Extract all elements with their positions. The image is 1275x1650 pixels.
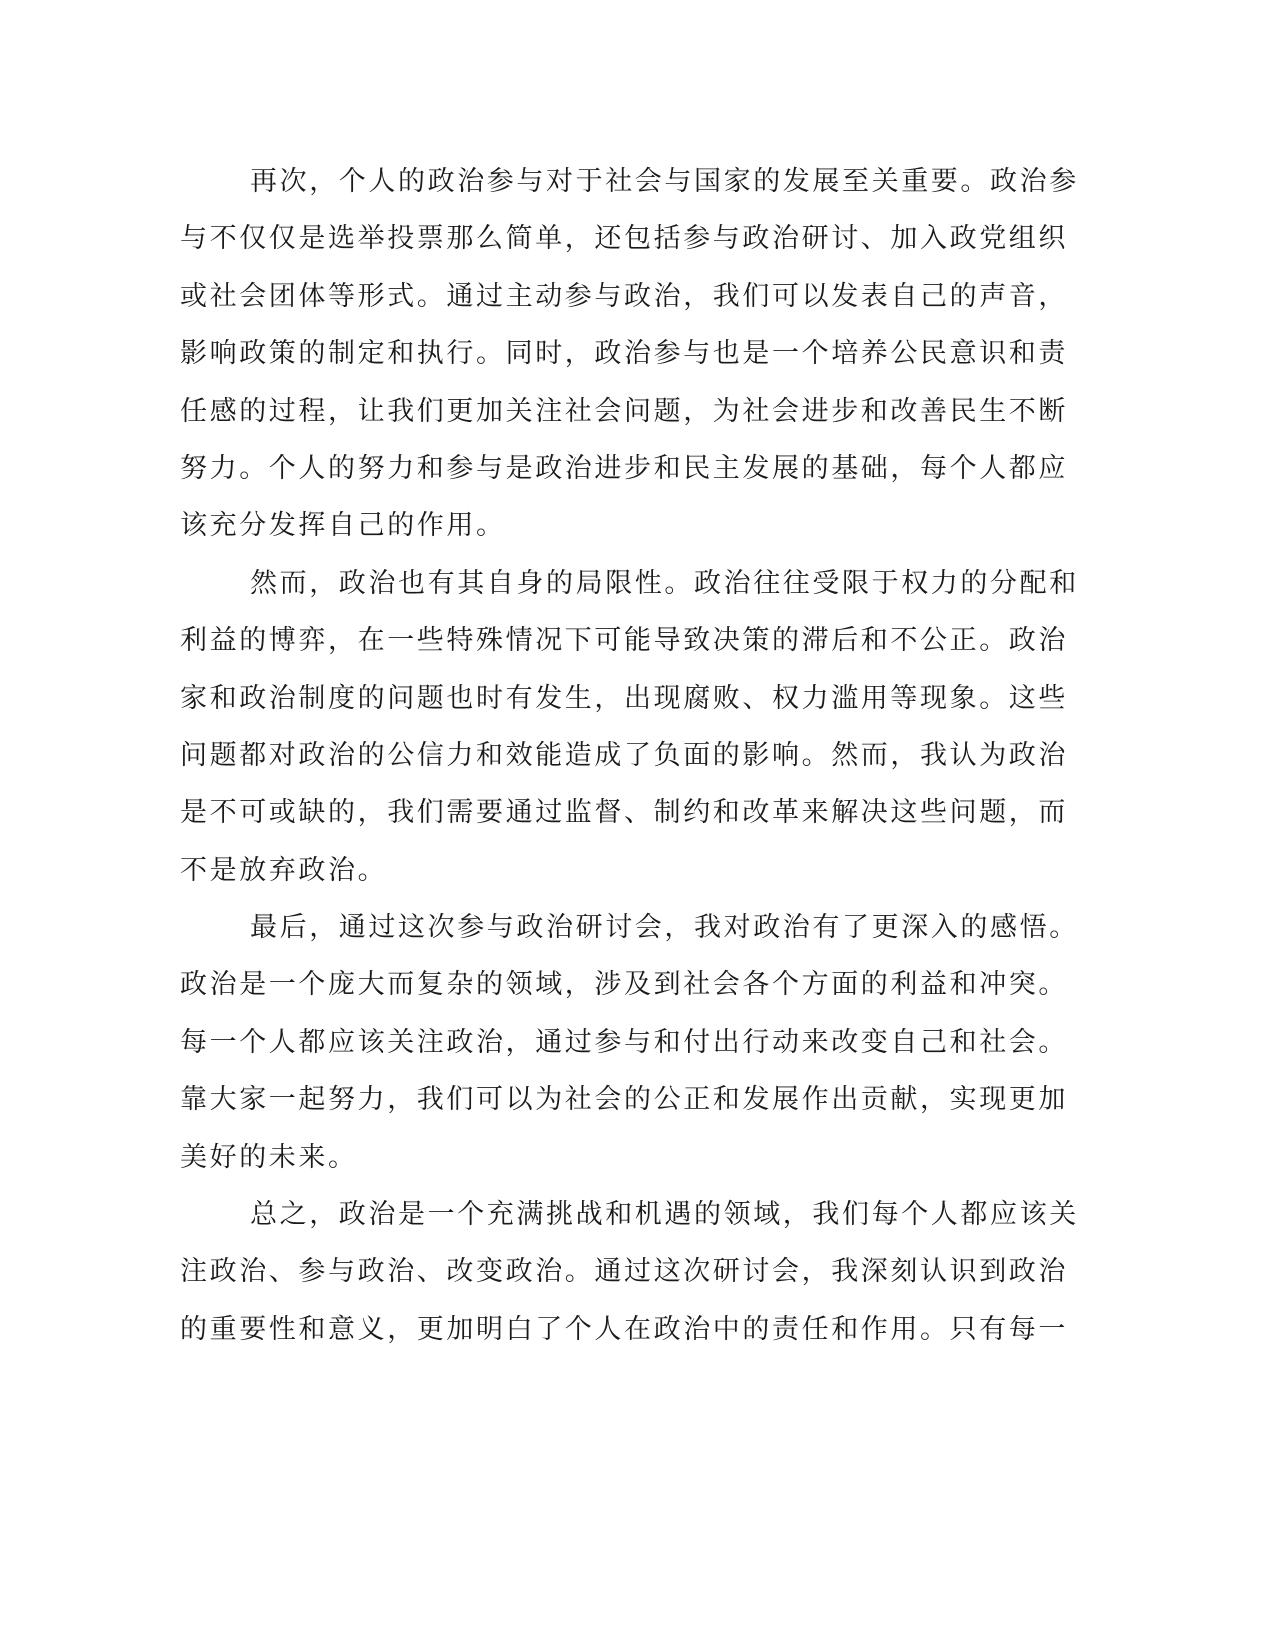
text-line: 美好的未来。 <box>180 1141 358 1173</box>
text-line: 每一个人都应该关注政治，通过参与和付出行动来改变自己和社会。 <box>180 1026 1068 1058</box>
text-line: 影响政策的制定和执行。同时，政治参与也是一个培养公民意识和责 <box>180 338 1068 370</box>
text-line: 的重要性和意义，更加明白了个人在政治中的责任和作用。只有每一 <box>180 1313 1068 1345</box>
document-body <box>180 153 1079 1358</box>
text-line: 总之，政治是一个充满挑战和机遇的领域，我们每个人都应该关 <box>250 1199 1079 1231</box>
text-line: 家和政治制度的问题也时有发生，出现腐败、权力滥用等现象。这些 <box>180 682 1068 714</box>
text-line: 与不仅仅是选举投票那么简单，还包括参与政治研讨、加入政党组织 <box>180 223 1068 255</box>
text-line: 或社会团体等形式。通过主动参与政治，我们可以发表自己的声音， <box>180 280 1068 312</box>
text-line: 政治是一个庞大而复杂的领域，涉及到社会各个方面的利益和冲突。 <box>180 969 1068 1001</box>
text-line: 最后，通过这次参与政治研讨会，我对政治有了更深入的感悟。 <box>250 912 1079 944</box>
text-line: 是不可或缺的，我们需要通过监督、制约和改革来解决这些问题，而 <box>180 797 1068 829</box>
paragraph <box>180 153 1079 555</box>
text-line: 该充分发挥自己的作用。 <box>180 510 506 542</box>
paragraph <box>180 555 1079 899</box>
text-line: 然而，政治也有其自身的局限性。政治往往受限于权力的分配和 <box>250 567 1079 599</box>
text-line: 问题都对政治的公信力和效能造成了负面的影响。然而，我认为政治 <box>180 739 1068 771</box>
paragraph <box>180 899 1079 1186</box>
text-line: 任感的过程，让我们更加关注社会问题，为社会进步和改善民生不断 <box>180 395 1068 427</box>
text-line: 努力。个人的努力和参与是政治进步和民主发展的基础，每个人都应 <box>180 452 1068 484</box>
text-line: 利益的博弈，在一些特殊情况下可能导致决策的滞后和不公正。政治 <box>180 625 1068 657</box>
text-line: 靠大家一起努力，我们可以为社会的公正和发展作出贡献，实现更加 <box>180 1084 1068 1116</box>
text-line: 再次，个人的政治参与对于社会与国家的发展至关重要。政治参 <box>250 166 1079 197</box>
text-line: 注政治、参与政治、改变政治。通过这次研讨会，我深刻认识到政治 <box>180 1256 1068 1288</box>
text-line: 不是放弃政治。 <box>180 854 388 886</box>
paragraph <box>180 1186 1079 1358</box>
